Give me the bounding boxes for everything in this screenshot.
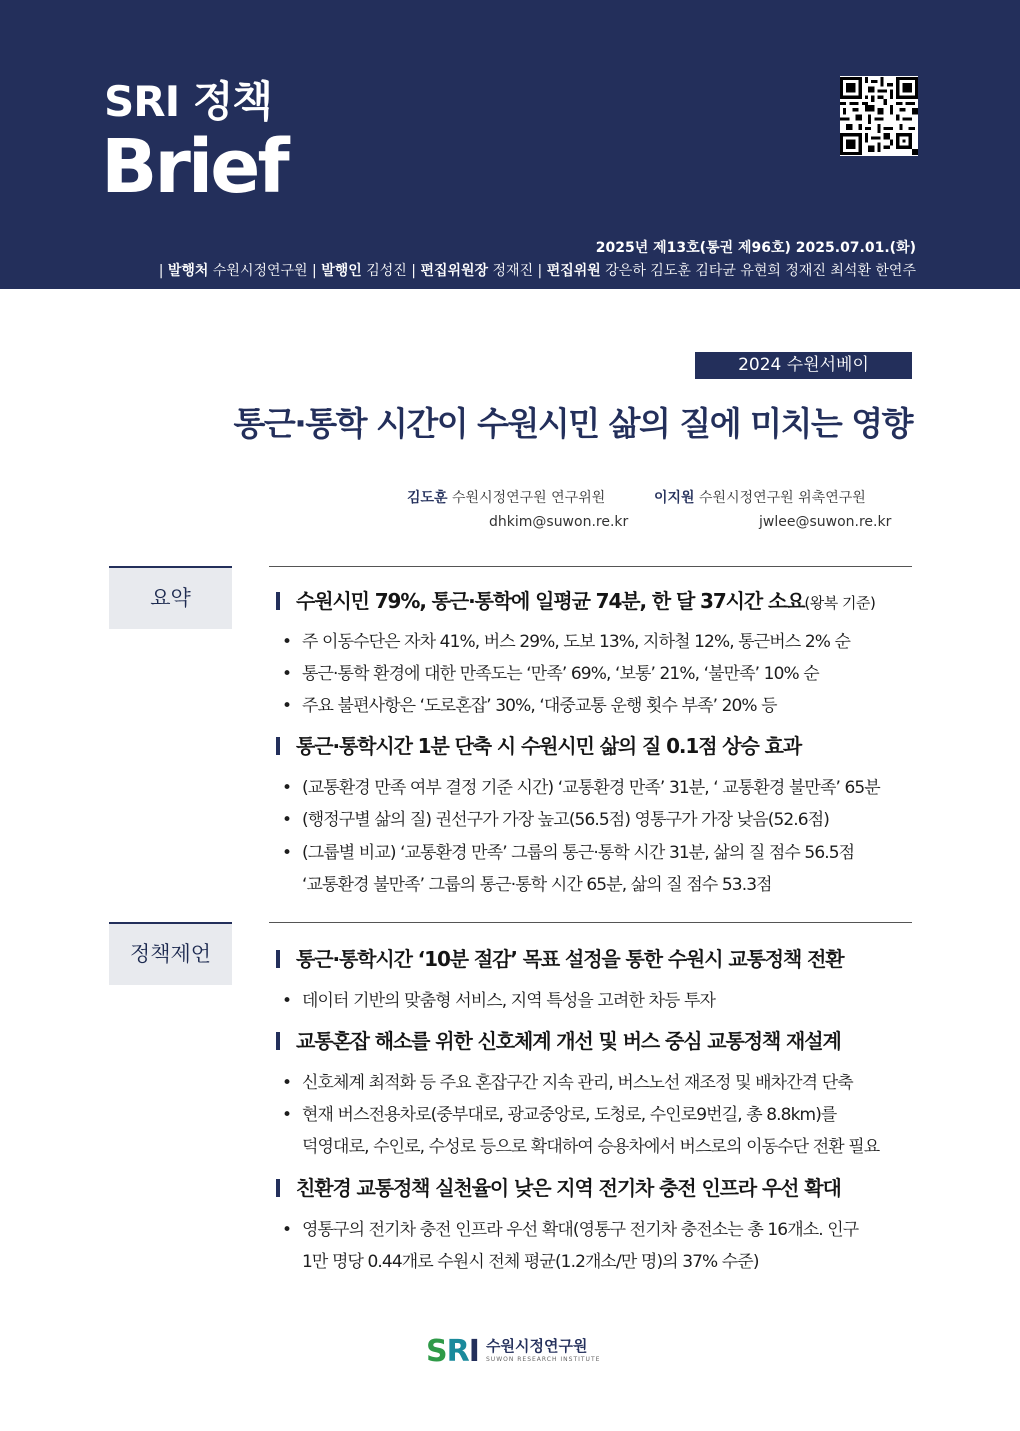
staff-role: 편집위원장: [420, 263, 489, 279]
author-affiliation: 수원시정연구원 위촉연구원: [699, 490, 866, 506]
list-item: [282, 628, 850, 656]
section-divider: [269, 566, 912, 567]
policy-heading-1: [276, 944, 844, 974]
sri-logo-icon: SRI: [426, 1334, 479, 1369]
footer-org-name-en: SUWON RESEARCH INSTITUTE: [486, 1356, 601, 1363]
bullet-icon: •: [282, 1073, 292, 1093]
list-item-continuation: 1만 명당 0.44개로 수원시 전체 평균(1.2개소/만 명)의 37% 수준): [302, 1252, 759, 1272]
logo-brief: Brief: [101, 124, 287, 210]
list-item: [282, 806, 829, 834]
list-item: [282, 839, 854, 867]
survey-tag: 2024 수원서베이: [695, 352, 912, 379]
heading-text: 교통혼잡 해소를 위한 신호체계 개선 및 버스 중심 교통정책 재설계: [296, 1029, 841, 1053]
staff-name: 김성진: [366, 263, 407, 279]
author-affiliation: 수원시정연구원 연구위원: [452, 490, 606, 506]
heading-bar-icon: [276, 737, 280, 755]
list-item-text: 주 이동수단은 자차 41%, 버스 29%, 도보 13%, 지하철 12%, 통근버스 2% 순: [302, 632, 851, 652]
issue-info: 2025년 제13호(통권 제96호) 2025.07.01.(화): [595, 240, 916, 256]
bullet-icon: •: [282, 1220, 292, 1240]
policy-heading-3: [276, 1173, 841, 1203]
list-item-continuation: 덕영대로, 수인로, 수성로 등으로 확대하여 승용차에서 버스로의 이동수단 전환 필요: [302, 1137, 880, 1157]
section-label-policy: 정책제언: [109, 922, 232, 985]
bullet-icon: •: [282, 664, 292, 684]
list-item-text: 현재 버스전용차로(중부대로, 광교중앙로, 도청로, 수인로9번길, 총 8.8km)를: [302, 1105, 837, 1125]
list-item: [282, 1069, 853, 1097]
policy-heading-2: [276, 1026, 841, 1056]
bullet-icon: •: [282, 778, 292, 798]
list-item-continuation: ‘교통환경 불만족’ 그룹의 통근·통학 시간 65분, 삶의 질 점수 53.3점: [302, 875, 772, 895]
section-divider: [269, 922, 912, 923]
bullet-icon: •: [282, 1105, 292, 1125]
list-item-text: 주요 불편사항은 ‘도로혼잡’ 30%, ‘대중교통 운행 횟수 부족’ 20% 등: [302, 696, 777, 716]
staff-role: 발행처: [167, 263, 209, 279]
heading-text: 수원시민 79%, 통근·통학에 일평균 74분, 한 달 37시간 소요: [296, 589, 805, 613]
bullet-icon: •: [282, 696, 292, 716]
author-1: [407, 487, 605, 507]
list-item: [282, 1216, 858, 1244]
author-2: [654, 487, 866, 507]
list-item-text: 통근·통학 환경에 대한 만족도는 ‘만족’ 69%, ‘보통’ 21%, ‘불만족’ 10% 순: [302, 664, 819, 684]
list-item-text: 신호체계 최적화 등 주요 혼잡구간 지속 관리, 버스노선 재조정 및 배차간격 단축: [302, 1073, 853, 1093]
list-item: [282, 987, 715, 1015]
bullet-icon: •: [282, 843, 292, 863]
summary-heading-1: [276, 586, 875, 618]
heading-note: (왕복 기준): [804, 594, 876, 612]
heading-bar-icon: [276, 950, 280, 968]
header-banner: [0, 0, 1020, 289]
heading-text: 통근·통학시간 ‘10분 절감’ 목표 설정을 통한 수원시 교통정책 전환: [296, 947, 844, 971]
heading-text: 친환경 교통정책 실천율이 낮은 지역 전기차 충전 인프라 우선 확대: [296, 1176, 841, 1200]
staff-credits: | 발행처 수원시정연구원 | 발행인 김성진 | 편집위원장 정재진 | 편집위원 강은하 김도훈 김타균 유현희 정재진 최석환 한연주: [158, 263, 916, 279]
list-item: [282, 1101, 836, 1129]
summary-heading-2: [276, 731, 801, 761]
list-item: [282, 692, 777, 720]
heading-bar-icon: [276, 1032, 280, 1050]
logo-sri-policy: SRI 정책: [104, 77, 272, 126]
staff-name: 강은하 김도훈 김타균 유현희 정재진 최석환 한연주: [605, 263, 916, 279]
list-item-text: 영통구의 전기차 충전 인프라 우선 확대(영통구 전기차 충전소는 총 16개소. 인구: [302, 1220, 859, 1240]
author-name: 김도훈: [407, 490, 448, 506]
page-title: 통근·통학 시간이 수원시민 삶의 질에 미치는 영향: [233, 404, 912, 443]
footer-org-name: 수원시정연구원: [486, 1337, 588, 1355]
author-2-email[interactable]: jwlee@suwon.re.kr: [759, 514, 892, 530]
list-item-text: (교통환경 만족 여부 결정 기준 시간) ‘교통환경 만족’ 31분, ‘ 교통환경 불만족’ 65분: [302, 778, 880, 798]
list-item-text: (그룹별 비교) ‘교통환경 만족’ 그룹의 통근·통학 시간 31분, 삶의 질 점수 56.5점: [302, 843, 855, 863]
staff-name: 정재진: [492, 263, 534, 279]
heading-text: 통근·통학시간 1분 단축 시 수원시민 삶의 질 0.1점 상승 효과: [296, 734, 802, 758]
bullet-icon: •: [282, 991, 292, 1011]
list-item-text: (행정구별 삶의 질) 권선구가 가장 높고(56.5점) 영통구가 가장 낮음(52.6점): [302, 810, 829, 830]
author-name: 이지원: [654, 490, 695, 506]
staff-name: 수원시정연구원: [212, 263, 308, 279]
bullet-icon: •: [282, 632, 292, 652]
list-item: [282, 774, 880, 802]
staff-role: 편집위원: [546, 263, 601, 279]
heading-bar-icon: [276, 1179, 280, 1197]
list-item: [282, 660, 819, 688]
staff-role: 발행인: [321, 263, 362, 279]
author-1-email[interactable]: dhkim@suwon.re.kr: [489, 514, 629, 530]
heading-bar-icon: [276, 592, 280, 610]
bullet-icon: •: [282, 810, 292, 830]
section-label-summary: 요약: [109, 566, 232, 629]
qr-code-icon[interactable]: [840, 76, 918, 156]
list-item-text: 데이터 기반의 맞춤형 서비스, 지역 특성을 고려한 차등 투자: [302, 991, 716, 1011]
